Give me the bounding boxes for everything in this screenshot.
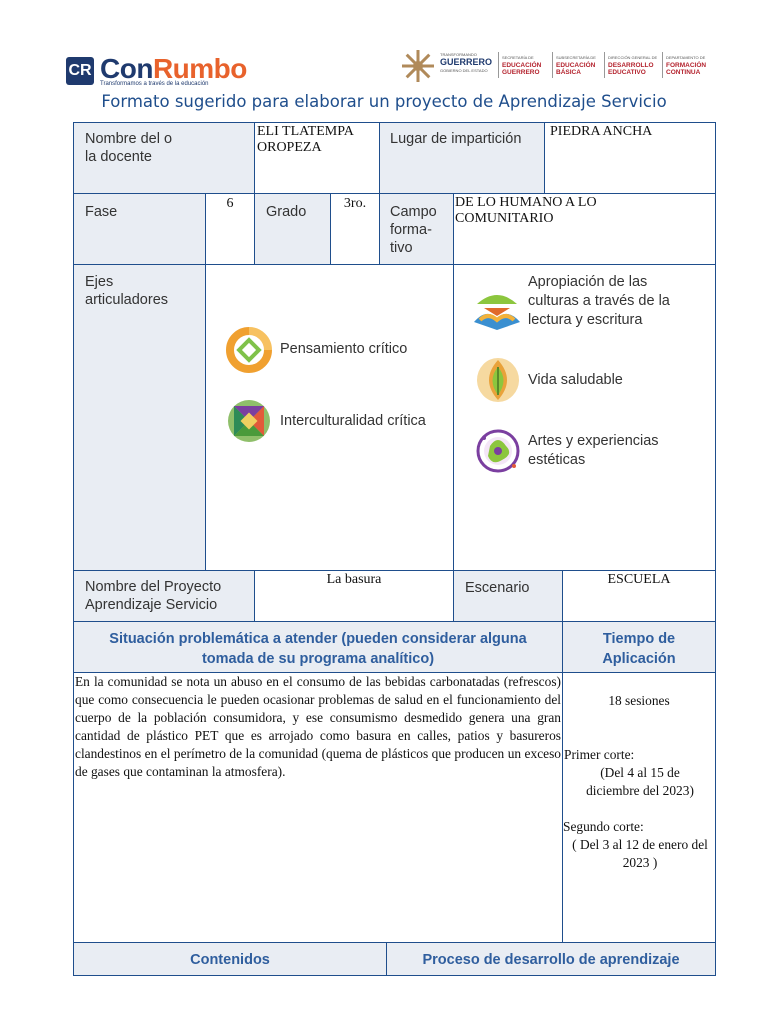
formacion-continua-logo <box>666 54 714 77</box>
grado-value: 3ro. <box>343 196 367 211</box>
artes-icon <box>474 426 522 476</box>
lectura-escritura-icon <box>472 290 522 332</box>
primer-corte-label: Primer corte: <box>564 747 635 762</box>
sec-educacion-logo <box>502 54 550 77</box>
grado-value-cell <box>330 193 380 265</box>
lugar-label: Lugar de impartición <box>390 131 522 147</box>
docente-label-cell <box>73 122 255 194</box>
campo-value-cell <box>453 193 716 265</box>
tiempo-header-cell <box>562 621 716 673</box>
gob-main-text: DESARROLLO EDUCATIVO <box>608 61 654 76</box>
fase-label-cell <box>73 193 206 265</box>
situacion-header-cell <box>73 621 563 673</box>
logo-divider <box>498 52 499 78</box>
docente-value: ELI TLATEMPA OROPEZA <box>257 124 354 155</box>
gob-small-text: DIRECCIÓN GENERAL DE <box>608 55 658 60</box>
logo-divider <box>552 52 553 78</box>
proyecto-value: La basura <box>326 572 382 587</box>
conrumbo-logo-mark: CR <box>66 57 94 85</box>
interculturalidad-icon <box>226 398 272 444</box>
ejes-label: Ejes articuladores <box>85 274 169 308</box>
docente-value-cell <box>254 122 380 194</box>
gob-main-text: EDUCACIÓN GUERRERO <box>502 61 542 76</box>
situacion-text: En la comunidad se nota un abuso en el consumo de las bebidas carbonatadas (refrescos) que como consecuencia le pueden ocasionar problemas de salud en el funcionamiento del cuerpo de la población consumidora, y ese consumismo desmedido genera una gran cantidad de plástico PET que es arrojado como basura en calles, patios y basureros clandestinos en el perímetro de la comunidad (quema de plásticos que producen un exceso de gases que contaminan la atmosfera). <box>75 674 561 779</box>
grado-label: Grado <box>266 204 307 220</box>
gob-main-text: EDUCACIÓN BÁSICA <box>556 61 596 76</box>
lugar-label-cell <box>379 122 545 194</box>
eje-vida-saludable: Vida saludable <box>528 372 623 388</box>
proyecto-value-cell <box>254 570 454 622</box>
vida-saludable-icon <box>474 355 522 405</box>
tiempo-header: Tiempo de Aplicación <box>602 631 676 667</box>
contenidos-header-cell <box>73 942 387 976</box>
segundo-corte-label: Segundo corte: <box>563 819 644 834</box>
logo-con: Con <box>100 53 153 84</box>
fase-label: Fase <box>85 204 118 220</box>
gob-small-text: SECRETARÍA DE <box>502 55 534 60</box>
gob-small-text: SUBSECRETARÍA DE <box>556 55 596 60</box>
document-title: Formato sugerido para elaborar un proyecto de Aprendizaje Servicio <box>101 92 667 111</box>
sub-educacion-basica-logo <box>556 54 602 77</box>
gob-sub-text: GOBIERNO DEL ESTADO <box>440 68 488 73</box>
fase-value-cell <box>205 193 255 265</box>
eje-artes-experiencias: Artes y experiencias estéticas <box>528 433 659 468</box>
tiempo-cell <box>562 672 716 943</box>
segundo-corte-value: ( Del 3 al 12 de enero del 2023 ) <box>572 837 708 870</box>
lugar-value-cell <box>544 122 716 194</box>
escenario-value: ESCUELA <box>607 572 671 587</box>
eje-apropiacion-culturas: Apropiación de las culturas a través de la lectura y escritura <box>528 274 670 328</box>
proceso-header-cell <box>386 942 716 976</box>
escenario-value-cell <box>562 570 716 622</box>
sesiones-value: 18 sesiones <box>608 693 670 708</box>
guerrero-emblem-icon <box>400 48 436 84</box>
primer-corte-value: (Del 4 al 15 de diciembre del 2023) <box>586 765 694 798</box>
grado-label-cell <box>254 193 331 265</box>
proyecto-label: Nombre del Proyecto Aprendizaje Servicio <box>85 579 222 613</box>
proceso-header: Proceso de desarrollo de aprendizaje <box>422 952 680 968</box>
pensamiento-critico-icon <box>226 327 272 373</box>
fase-value: 6 <box>226 196 234 211</box>
gob-small-text: TRANSFORMANDO <box>440 52 477 57</box>
gob-guerrero-logo <box>440 51 492 75</box>
gob-main-text: GUERRERO <box>440 56 493 67</box>
logo-rumbo: Rumbo <box>152 53 247 84</box>
campo-label: Campo forma-tivo <box>390 204 437 256</box>
contenidos-header: Contenidos <box>190 952 270 968</box>
dg-desarrollo-educativo-logo <box>608 54 660 77</box>
campo-value: DE LO HUMANO A LO COMUNITARIO <box>455 195 597 226</box>
campo-label-cell <box>379 193 454 265</box>
escenario-label-cell <box>453 570 563 622</box>
logo-tagline: Transformamos a través de la educación <box>100 81 209 87</box>
logo-divider <box>604 52 605 78</box>
eje-interculturalidad-critica: Interculturalidad crítica <box>280 413 426 429</box>
lugar-value: PIEDRA ANCHA <box>550 124 653 139</box>
proyecto-label-cell <box>73 570 255 622</box>
docente-label: Nombre del o la docente <box>85 131 173 165</box>
ejes-label-cell <box>73 264 206 571</box>
eje-pensamiento-critico: Pensamiento crítico <box>280 341 408 357</box>
government-logos <box>400 48 715 84</box>
situacion-header: Situación problemática a atender (pueden considerar alguna tomada de su programa analítico) <box>109 631 527 667</box>
gob-small-text: DEPARTAMENTO DE <box>666 55 706 60</box>
gob-main-text: FORMACIÓN CONTINUA <box>666 61 707 76</box>
situacion-text-cell <box>73 672 563 943</box>
escenario-label: Escenario <box>465 580 530 596</box>
logo-divider <box>662 52 663 78</box>
